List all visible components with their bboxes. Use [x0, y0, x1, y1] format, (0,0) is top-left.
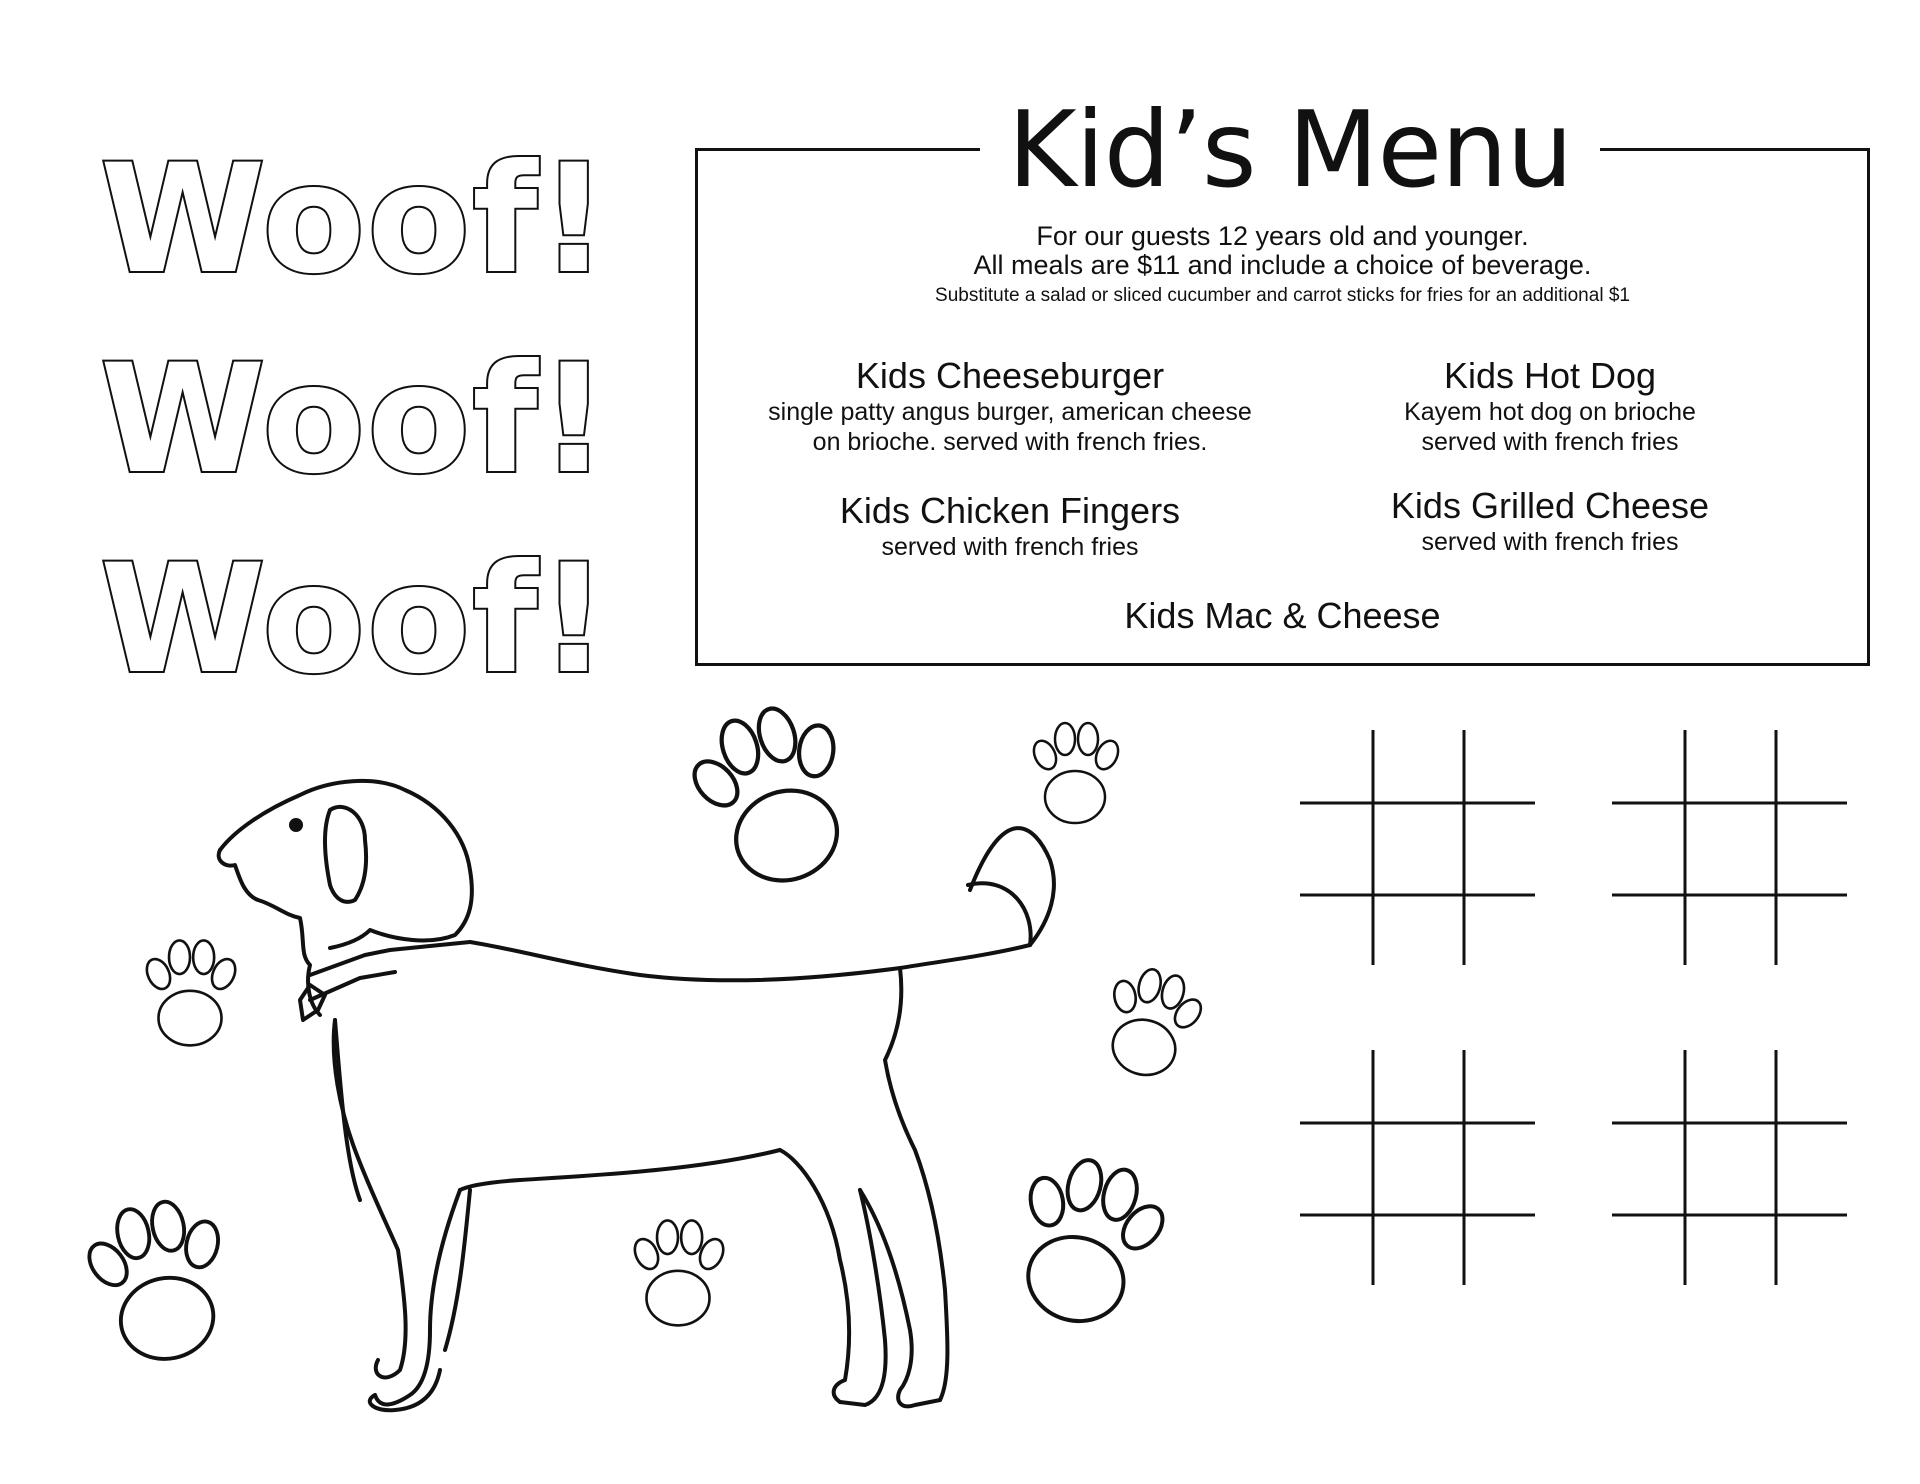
menu-item-desc: served with french fries: [1421, 528, 1679, 556]
paw-print-icon: [74, 1191, 247, 1373]
menu-intro-substitute: Substitute a salad or sliced cucumber and carrot sticks for fries for an additional $1: [935, 285, 1630, 306]
tic-tac-toe-grid-4[interactable]: [1612, 1050, 1847, 1285]
paw-print-icon: [674, 691, 877, 901]
paw-print-icon: [995, 1146, 1180, 1339]
menu-item-name: Kids Cheeseburger: [855, 355, 1165, 396]
menu-item-name: Kids Hot Dog: [1443, 355, 1657, 396]
tic-tac-toe-grid-3[interactable]: [1300, 1050, 1535, 1285]
tic-tac-toe-grid-1[interactable]: [1300, 730, 1535, 965]
dog-outline-icon: [219, 781, 1054, 1410]
menu-item-desc: single patty angus burger, american cheese: [768, 398, 1252, 426]
menu-item-name: Kids Chicken Fingers: [839, 490, 1181, 531]
paw-print-icon: [142, 940, 239, 1045]
menu-intro-age: For our guests 12 years old and younger.: [1036, 221, 1529, 251]
paw-print-icon: [1091, 960, 1212, 1087]
menu-item-desc: Kayem hot dog on brioche: [1404, 398, 1696, 426]
menu-item-desc: served with french fries: [1421, 428, 1679, 456]
woof-heading-1: Woof!: [100, 133, 610, 307]
woof-heading-2: Woof!: [100, 333, 610, 507]
woof-heading-3: Woof!: [100, 533, 610, 707]
menu-intro-price: All meals are $11 and include a choice of beverage.: [973, 250, 1592, 280]
paw-print-icon: [630, 1220, 727, 1325]
menu-title: Kid’s Menu: [980, 93, 1600, 209]
menu-item-desc: served with french fries: [881, 533, 1139, 561]
menu-item-name: Kids Mac & Cheese: [1124, 595, 1441, 636]
paw-print-icon: [1030, 723, 1123, 823]
menu-item-name: Kids Grilled Cheese: [1390, 485, 1710, 526]
tic-tac-toe-grid-2[interactable]: [1612, 730, 1847, 965]
menu-item-desc: on brioche. served with french fries.: [812, 428, 1208, 456]
